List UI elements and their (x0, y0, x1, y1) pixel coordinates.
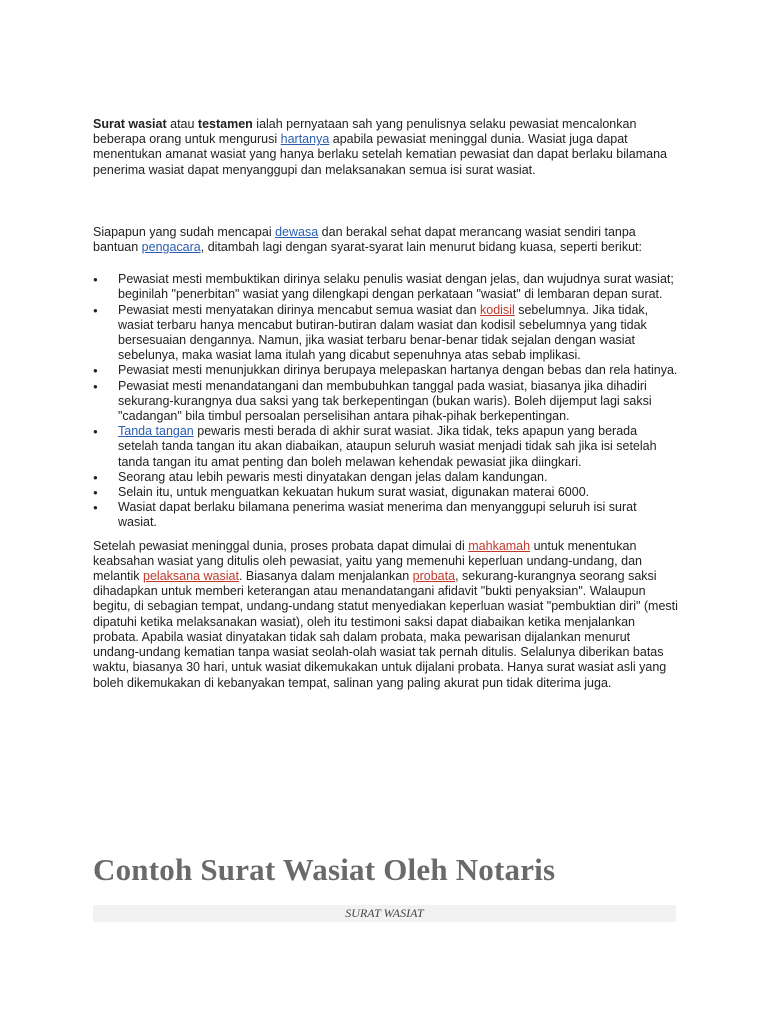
term-testamen: testamen (197, 117, 253, 131)
term-surat-wasiat: Surat wasiat (93, 117, 167, 131)
list-item: ● Wasiat dapat berlaku bilamana penerima wasiat menerima dan menyanggupi seluruh isi surat wasiat. (93, 500, 678, 530)
link-hartanya[interactable]: hartanya (280, 132, 330, 147)
text-run: , sekurang-kurangnya seorang saksi dihadapkan untuk memberi keterangan atau menandatangani afidavit "bukti penyaksian". Walaupun begitu, di sebagian tempat, undang-undang statut menyediakan keperluan wasiat "pembuktian diri" (mesti dipatuhi ketika melaksanakan wasiat), oleh itu testimoni saksi dapat diabaikan ketika menjalankan probata. Apabila wasiat dinyatakan tidak sah dalam probata, maka pewarisan dijalankan menurut undang-undang kematian tanpa wasiat seolah-olah wasiat tak pernah ditulis. Selalunya diberikan batas waktu, biasanya 30 hari, untuk wasiat dikemukakan untuk dijalani probata. Hanya surat wasiat asli yang boleh dikemukakan di kebanyakan tempat, salinan yang paling akurat pun tidak diterima juga. (93, 569, 678, 690)
list-item (93, 303, 678, 364)
probate-paragraph (93, 539, 678, 691)
list-item: ● Seorang atau lebih pewaris mesti dinyatakan dengan jelas dalam kandungan. (93, 470, 678, 485)
link-tanda-tangan[interactable]: Tanda tangan (118, 424, 194, 439)
article-body (93, 117, 678, 691)
requirements-list (93, 272, 678, 530)
text-run: sebelumnya. Jika tidak, wasiat terbaru hanya mencabut butiran-butiran dalam wasiat dan kodisil sebelumnya yang tidak bersesuaian dengannya. Namun, jika wasiat terbaru benar-benar tidak sejalan dengan wasiat sebelunya, maka wasiat lama itulah yang dicabut sepenuhnya atas sebab implikasi. (118, 302, 649, 363)
text-run: . Biasanya dalam menjalankan (238, 569, 413, 584)
table-caption: SURAT WASIAT (345, 906, 424, 920)
link-kodisil[interactable]: kodisil (480, 302, 515, 317)
text-run: , ditambah lagi dengan syarat-syarat lain menurut bidang kuasa, seperti berikut: (200, 240, 642, 255)
text-run: ialah pernyataan sah yang penulisnya selaku pewasiat mencalonkan beberapa orang untuk mengurusi (93, 117, 637, 147)
link-pelaksana-wasiat[interactable]: pelaksana wasiat (143, 569, 239, 584)
link-dewasa[interactable]: dewasa (275, 224, 319, 239)
text-run: atau (166, 117, 198, 131)
link-mahkamah[interactable]: mahkamah (468, 538, 531, 553)
link-probata[interactable]: probata (412, 569, 456, 584)
section-heading: Contoh Surat Wasiat Oleh Notaris (93, 852, 556, 887)
text-run: Pewasiat mesti menyatakan dirinya mencabut semua wasiat dan (118, 302, 480, 317)
text-run: Siapapun yang sudah mencapai (93, 224, 276, 239)
text-run: apabila pewasiat meninggal dunia. Wasiat juga dapat menentukan amanat wasiat yang hanya berlaku setelah kematian pewasiat dan dapat berlaku bilamana penerima wasiat dapat menyanggupi dan melaksanakan semua isi surat wasiat. (93, 132, 667, 177)
list-item: ● Pewasiat mesti membuktikan dirinya selaku penulis wasiat dengan jelas, dan wujudnya surat wasiat; beginilah "penerbitan" wasiat yang dilengkapi dengan perkataan "wasiat" di lembaran depan surat. (93, 272, 678, 302)
text-run: untuk menentukan keabsahan wasiat yang ditulis oleh pewasiat, yaitu yang memenuhi keperluan undang-undang, dan melantik (93, 538, 642, 584)
list-item (93, 424, 678, 470)
list-item: ● Selain itu, untuk menguatkan kekuatan hukum surat wasiat, digunakan materai 6000. (93, 485, 678, 500)
list-item: ● Pewasiat mesti menunjukkan dirinya berupaya melepaskan hartanya dengan bebas dan rela hatinya. (93, 363, 678, 378)
text-run: dan berakal sehat dapat merancang wasiat sendiri tanpa bantuan (93, 224, 636, 255)
link-pengacara[interactable]: pengacara (141, 240, 201, 255)
table-caption-bar (93, 905, 676, 922)
text-run: Setelah pewasiat meninggal dunia, proses probata dapat dimulai di (93, 538, 469, 553)
requirements-intro-paragraph (93, 225, 678, 255)
text-run: pewaris mesti berada di akhir surat wasiat. Jika tidak, teks apapun yang berada setelah tanda tangan itu akan diabaikan, ataupun seluruh wasiat menjadi tidak sah jika isi setelah tanda tangan itu amat penting dan boleh melawan kehendak pewasiat jika diingkari. (118, 424, 657, 469)
list-item: ● Pewasiat mesti menandatangani dan membubuhkan tanggal pada wasiat, biasanya jika dihadiri sekurang-kurangnya dua saksi yang tak berkepentingan (bukan waris). Boleh dijemput lagi saksi "cadangan" bila timbul persoalan perselisihan antara pihak-pihak berkepentingan. (93, 379, 678, 425)
intro-paragraph (93, 117, 678, 178)
